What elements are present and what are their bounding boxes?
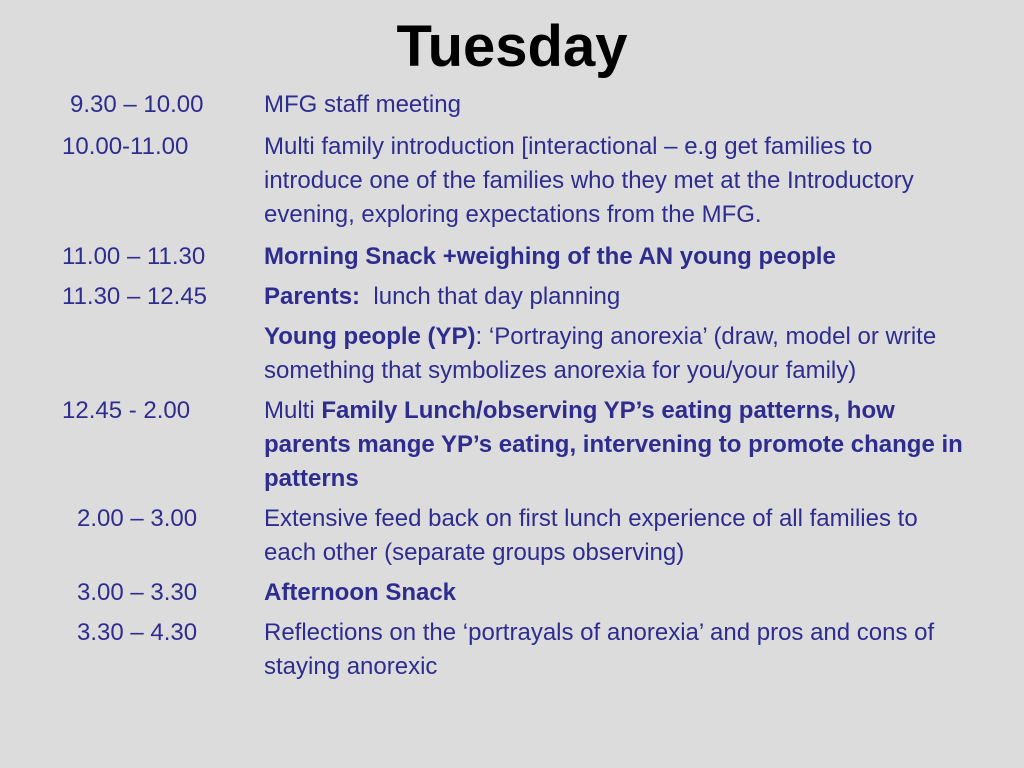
schedule-time: 9.30 – 10.00 [70,91,204,118]
description-text-bold: Young people (YP) [264,323,476,350]
description-text: : ‘Portraying anorexia’ (draw, model or write something that symbolizes anorexia for you/your family) [264,323,937,384]
description-text-bold: Morning Snack +weighing of the AN young people [264,243,836,270]
schedule-row [0,280,1024,314]
schedule-time: 2.00 – 3.00 [77,505,198,532]
schedule-row [0,394,1024,496]
schedule-row [0,130,1024,232]
schedule-row [0,320,1024,388]
page-title: Tuesday [396,14,628,79]
schedule-description [264,616,964,684]
schedule-description [264,502,964,570]
schedule-row [0,616,1024,684]
description-text: Reflections on the ‘portrayals of anorexia’ and pros and cons of staying anorexic [264,619,935,680]
schedule-description [264,320,964,388]
description-text: Multi family introduction [interactional – e.g get families to introduce one of the families who they met at the Introductory evening, exploring expectations from the MFG. [264,133,914,228]
schedule-description [264,280,964,314]
description-text: Extensive feed back on first lunch experience of all families to each other (separate groups observing) [264,505,918,566]
description-text-bold: Parents: [264,283,361,310]
schedule-time: 12.45 - 2.00 [62,397,191,424]
schedule-description [264,394,970,496]
description-text: lunch that day planning [360,283,621,310]
schedule-time: 10.00-11.00 [62,133,189,160]
schedule-description [264,130,964,232]
schedule-time: 3.00 – 3.30 [77,579,198,606]
description-text-bold: Family Lunch/observing YP’s eating patterns, how parents mange YP’s eating, intervening to promote change in patterns [264,397,970,492]
description-text-bold: Afternoon Snack [264,579,457,606]
description-text: MFG staff meeting [264,91,461,118]
schedule-time: 3.30 – 4.30 [77,619,198,646]
schedule-description [264,576,964,610]
schedule-description [264,240,964,274]
schedule-time: 11.30 – 12.45 [62,283,208,310]
schedule-row [0,240,1024,274]
schedule-row [0,502,1024,570]
schedule-time [0,320,264,388]
schedule-list [0,88,1024,684]
description-text: Multi [264,397,322,424]
schedule-description [264,88,964,122]
schedule-row [0,576,1024,610]
schedule-row [0,88,1024,122]
schedule-time: 11.00 – 11.30 [62,243,206,270]
